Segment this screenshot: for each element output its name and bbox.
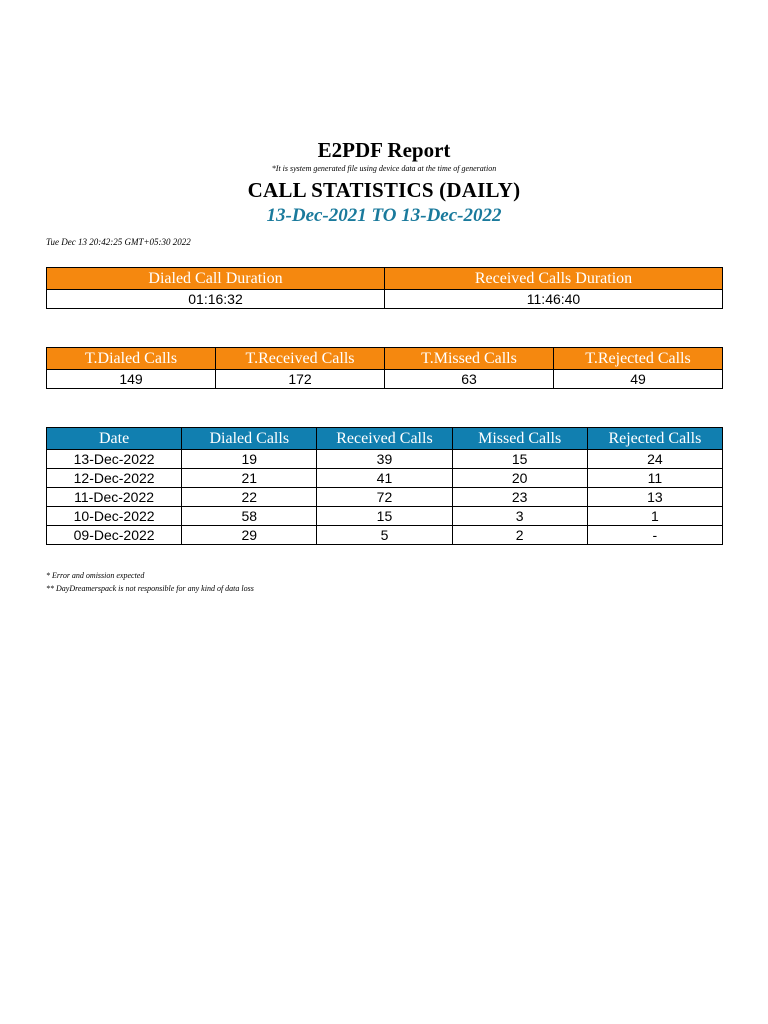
dialed-cell: 19: [182, 450, 317, 469]
total-missed-header: T.Missed Calls: [385, 348, 554, 370]
rejected-cell: 24: [587, 450, 722, 469]
missed-cell: 15: [452, 450, 587, 469]
date-header: Date: [47, 428, 182, 450]
missed-cell: 3: [452, 507, 587, 526]
duration-table: [46, 267, 723, 309]
duration-value-row: [47, 290, 723, 309]
received-cell: 15: [317, 507, 452, 526]
received-calls-header: Received Calls: [317, 428, 452, 450]
missed-calls-header: Missed Calls: [452, 428, 587, 450]
rejected-calls-header: Rejected Calls: [587, 428, 722, 450]
dialed-calls-header: Dialed Calls: [182, 428, 317, 450]
date-cell: 13-Dec-2022: [47, 450, 182, 469]
totals-header-row: [47, 348, 723, 370]
dialed-duration-header: Dialed Call Duration: [47, 268, 385, 290]
total-received-header: T.Received Calls: [216, 348, 385, 370]
rejected-cell: 1: [587, 507, 722, 526]
table-row: [47, 526, 723, 545]
total-received-value: 172: [216, 370, 385, 389]
table-row: [47, 469, 723, 488]
rejected-cell: 11: [587, 469, 722, 488]
received-duration-header: Received Calls Duration: [385, 268, 723, 290]
total-rejected-value: 49: [554, 370, 723, 389]
received-cell: 39: [317, 450, 452, 469]
date-cell: 12-Dec-2022: [47, 469, 182, 488]
total-rejected-header: T.Rejected Calls: [554, 348, 723, 370]
total-dialed-header: T.Dialed Calls: [47, 348, 216, 370]
dialed-cell: 21: [182, 469, 317, 488]
missed-cell: 2: [452, 526, 587, 545]
received-cell: 41: [317, 469, 452, 488]
received-duration-value: 11:46:40: [385, 290, 723, 309]
daily-table: [46, 427, 723, 545]
missed-cell: 23: [452, 488, 587, 507]
generated-timestamp: Tue Dec 13 20:42:25 GMT+05:30 2022: [46, 237, 191, 247]
duration-header-row: [47, 268, 723, 290]
received-cell: 5: [317, 526, 452, 545]
totals-table: [46, 347, 723, 389]
totals-value-row: [47, 370, 723, 389]
daily-header-row: [47, 428, 723, 450]
table-row: [47, 488, 723, 507]
table-row: [47, 507, 723, 526]
total-dialed-value: 149: [47, 370, 216, 389]
report-title: E2PDF Report: [317, 138, 451, 162]
date-cell: 09-Dec-2022: [47, 526, 182, 545]
total-missed-value: 63: [385, 370, 554, 389]
table-row: [47, 450, 723, 469]
date-cell: 11-Dec-2022: [47, 488, 182, 507]
date-cell: 10-Dec-2022: [47, 507, 182, 526]
dialed-cell: 29: [182, 526, 317, 545]
dialed-cell: 22: [182, 488, 317, 507]
rejected-cell: -: [587, 526, 722, 545]
dialed-cell: 58: [182, 507, 317, 526]
missed-cell: 20: [452, 469, 587, 488]
report-heading: CALL STATISTICS (DAILY): [247, 178, 521, 202]
rejected-cell: 13: [587, 488, 722, 507]
disclaimer-note: * Error and omission expected: [46, 571, 145, 580]
report-subtitle: *It is system generated file using device data at the time of generation: [271, 164, 497, 173]
received-cell: 72: [317, 488, 452, 507]
liability-note: ** DayDreamerspack is not responsible for any kind of data loss: [46, 584, 254, 593]
date-range: 13-Dec-2021 TO 13-Dec-2022: [266, 205, 502, 226]
dialed-duration-value: 01:16:32: [47, 290, 385, 309]
